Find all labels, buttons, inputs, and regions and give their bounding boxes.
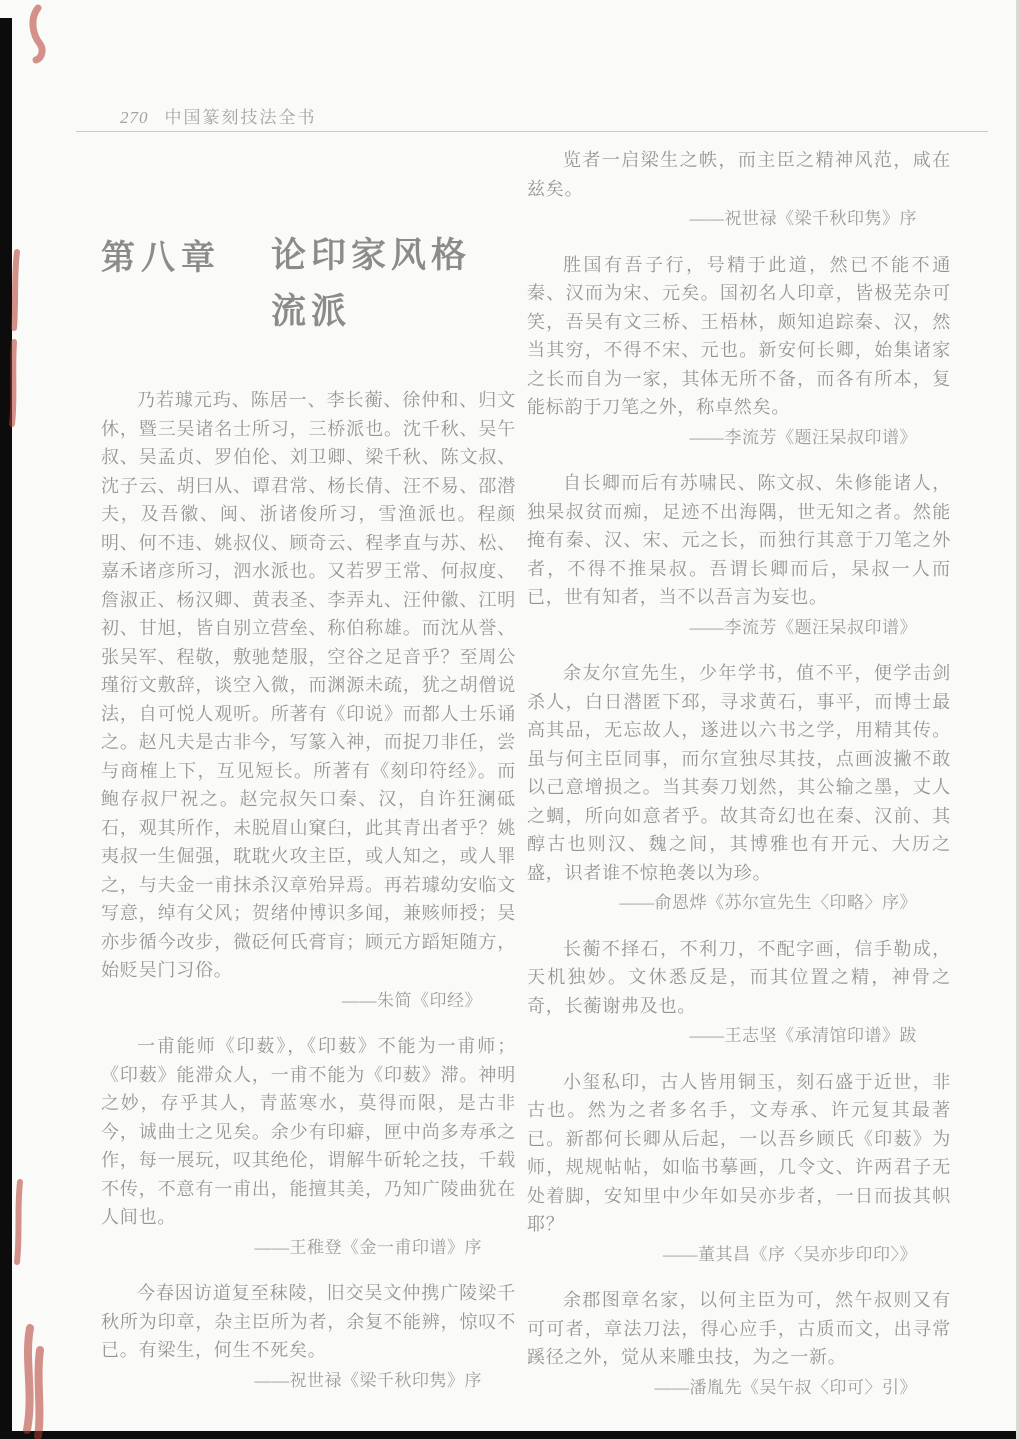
quote-text: 小玺私印，古人皆用铜玉，刻石盛于近世，非古也。然为之者多名手，文寿承、许元复其最著已。新都何长卿从后起，一以吾乡顾氏《印薮》为师，规规帖帖，如临书摹画，几令文、许两君子无处着脚，安知里中少年如吴亦步者，一日而拔其帜耶？ <box>527 1071 951 1234</box>
quote-attribution: ——李流芳《题汪杲叔印谱》 <box>689 617 917 637</box>
header-rule <box>76 131 988 132</box>
scan-edge-left <box>0 18 12 1439</box>
quote-attribution: ——俞恩烨《苏尔宣先生〈印略〉序》 <box>619 893 917 912</box>
quote-attribution: ——潘胤先《吴午叔〈印可〉引》 <box>654 1377 917 1397</box>
page-number: 270 <box>120 108 149 127</box>
quote-block <box>101 1279 516 1395</box>
quote-text: 胜国有吾子行，号精于此道，然已不能不通秦、汉而为宋、元矣。国初名人印章，皆极芜杂可笑，吾吴有文三桥、王梧林，颇知追踪秦、汉，然当其穷，不得不宋、元也。新安何长卿，始集诸家之长而自为一家，其体无所不备，而各有所本，复能标韵于刀笔之外，称卓然矣。 <box>527 254 951 417</box>
quote-block <box>527 251 951 453</box>
running-header <box>120 103 980 128</box>
chapter-title <box>271 228 471 340</box>
left-column <box>101 228 516 1412</box>
chapter-number: 第八章 <box>101 240 221 277</box>
quote-block <box>101 1032 516 1262</box>
quote-text: 余郡图章名家，以何主臣为可，然午叔则又有可可者，章法刀法，得心应手，古质而文，出寻常蹊径之外，觉从来雕虫技，为之一新。 <box>527 1290 951 1367</box>
chapter-title-line2: 流派 <box>271 292 352 331</box>
quote-text: 览者一启梁生之帙，而主臣之精神风范，咸在兹矣。 <box>527 150 951 199</box>
quote-block <box>527 1068 951 1270</box>
quote-attribution: ——王志坚《承清馆印谱》跋 <box>689 1026 917 1045</box>
quote-attribution: ——祝世禄《梁千秋印隽》序 <box>254 1370 482 1390</box>
quote-text: 自长卿而后有苏啸民、陈文叔、朱修能诸人，独杲叔贫而痴，足迹不出海隅，世无知之者。然能掩有秦、汉、宋、元之长，而独行其意于刀笔之外者，不得不推杲叔。吾谓长卿而后，杲叔一人而已，世有知者，当不以吾言为妄也。 <box>527 473 951 607</box>
quote-block <box>527 469 951 642</box>
quote-attribution: ——王稚登《金一甫印谱》序 <box>254 1237 482 1257</box>
book-title: 中国篆刻技法全书 <box>164 108 317 127</box>
quote-block <box>527 659 951 918</box>
quote-text: 今春因访道复至秣陵，旧交吴文仲携广陵梁千秋所为印章，杂主臣所为者，余复不能辨，惊叹不已。有梁生，何生不死矣。 <box>101 1283 516 1360</box>
quote-attribution: ——李流芳《题汪杲叔印谱》 <box>689 427 917 447</box>
quote-attribution: ——祝世禄《梁千秋印隽》序 <box>689 209 917 228</box>
quote-block <box>527 935 951 1051</box>
scan-edge-bottom <box>0 1431 1019 1439</box>
quote-block <box>527 146 951 234</box>
quote-text: 余友尔宣先生，少年学书，值不平，便学击剑杀人，白日潜匿下邳，寻求黄石，事平，而博士最高其品，无忘故人，遂进以六书之学，用精其传。虽与何主臣同事，而尔宣独尽其技，点画波撇不敢以己意增损之。当其奏刀划然，其公输之墨，丈人之蜩，所向如意者乎。故其奇幻也在秦、汉前、其醇古也则汉、魏之间，其博雅也有开元、大历之盛，识者谁不惊艳袭以为珍。 <box>527 663 951 883</box>
quote-attribution: ——朱简《印经》 <box>342 990 482 1010</box>
quote-block <box>527 1286 951 1402</box>
chapter-heading <box>101 228 516 340</box>
quote-block <box>101 386 516 1015</box>
chapter-title-line1: 论印家风格 <box>271 236 472 275</box>
quote-text: 一甫能师《印薮》，《印薮》不能为一甫师；《印薮》能滞众人，一甫不能为《印薮》滞。神明之妙，存乎其人，青蓝寒水，莫得而限，是古非今，诚曲士之见矣。余少有印癖，匣中尚多寿承之作，每一展玩，叹其绝伦，谓解牛斫轮之技，千载不传，不意有一甫出，能擅其美，乃知广陵曲犹在人间也。 <box>101 1036 516 1227</box>
quote-text: 乃若璩元玙、陈居一、李长蘅、徐仲和、归文休，暨三吴诸名士所习，三桥派也。沈千秋、吴午叔、吴孟贞、罗伯伦、刘卫卿、梁千秋、陈文叔、沈子云、胡曰从、谭君常、杨长倩、汪不易、邵潜夫，及吾徽、闽、浙诸俊所习，雪渔派也。程颜明、何不违、姚叔仪、顾奇云、程孝直与苏、松、嘉禾诸彦所习，泗水派也。又若罗王常、何叔度、詹淑正、杨汉卿、黄表圣、李弄丸、汪仲徽、江明初、甘旭，皆自别立营垒、称伯称雄。而沈从誉、张吴军、程敬，敷驰楚服，空谷之足音乎？至周公瑾衍文敷辞，谈空入微，而渊源未疏，犹之胡僧说法，自可悦人观听。所著有《印说》而都人士乐诵之。赵凡夫是古非今，写篆入神，而捉刀非任，尝与商榷上下，互见短长。所著有《刻印符经》。而鲍存叔尸祝之。赵完叔矢口秦、汉，自许狂澜砥石，观其所作，未脱眉山窠臼，此其青出者乎？姚夷叔一生倔强，耽耽火攻主臣，或人知之，或人罪之，与夫金一甫抹杀汉章殆异焉。再若璩幼安临文写意，绰有父风；贺绪仲博识多闻，兼赅师授；吴亦步循今改步，微砭何氏膏肓；顾元方蹈矩随方，始贬吴门习俗。 <box>101 390 516 980</box>
right-column <box>527 146 951 1419</box>
quote-attribution: ——董其昌《序〈吴亦步印印〉》 <box>663 1244 917 1264</box>
quote-text: 长蘅不择石，不利刀，不配字画，信手勒成，天机独妙。文休悉反是，而其位置之精，神骨之奇，长蘅谢弗及也。 <box>527 938 951 1016</box>
